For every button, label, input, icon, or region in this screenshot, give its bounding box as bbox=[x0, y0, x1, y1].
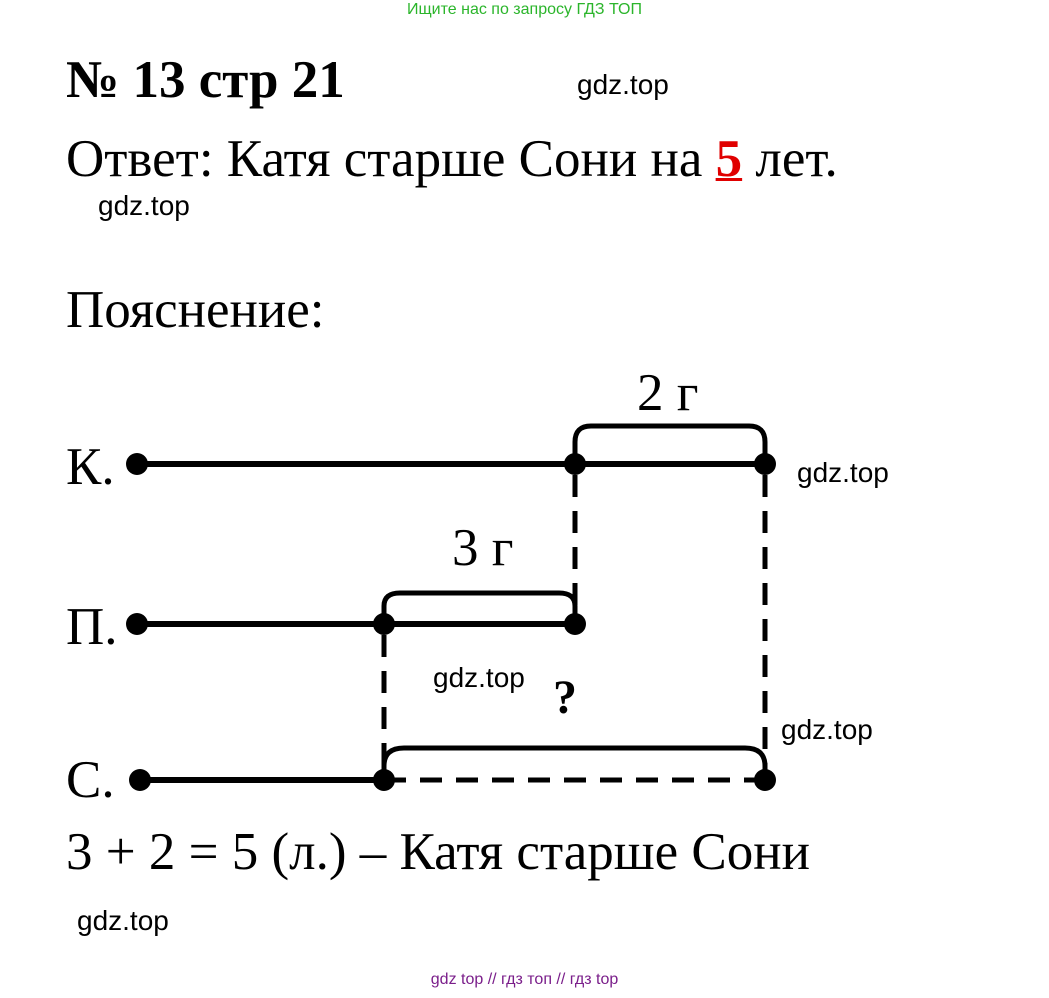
watermark: gdz.top bbox=[781, 714, 873, 745]
point-s-start bbox=[129, 769, 151, 791]
watermark: gdz.top bbox=[797, 457, 889, 488]
row-label-k: К. bbox=[66, 438, 115, 496]
brace-label-k: 2 г bbox=[637, 364, 699, 422]
answer-suffix: лет. bbox=[742, 130, 838, 188]
watermark: gdz.top bbox=[577, 69, 669, 100]
watermark: gdz.top bbox=[77, 905, 169, 936]
brace-label-p: 3 г bbox=[452, 519, 514, 577]
watermark: gdz.top bbox=[98, 190, 190, 221]
task-heading: № 13 стр 21 bbox=[66, 51, 345, 109]
brace-k bbox=[575, 426, 765, 464]
point-k-start bbox=[126, 453, 148, 475]
row-label-p: П. bbox=[66, 598, 118, 656]
brace-s bbox=[384, 748, 765, 780]
top-search-hint: Ищите нас по запросу ГДЗ ТОП bbox=[407, 1, 642, 18]
answer-prefix: Ответ: Катя старше Сони на bbox=[66, 130, 716, 188]
explanation-title: Пояснение: bbox=[66, 281, 325, 339]
answer-value: 5 bbox=[715, 130, 743, 188]
solution-formula: 3 + 2 = 5 (л.) – Катя старше Сони bbox=[66, 823, 810, 881]
row-label-s: С. bbox=[66, 751, 115, 809]
point-p-start bbox=[126, 613, 148, 635]
question-mark: ? bbox=[553, 671, 577, 724]
footer-links: gdz top // гдз топ // гдз top bbox=[430, 971, 619, 988]
brace-p bbox=[384, 593, 575, 624]
watermark: gdz.top bbox=[433, 662, 525, 693]
